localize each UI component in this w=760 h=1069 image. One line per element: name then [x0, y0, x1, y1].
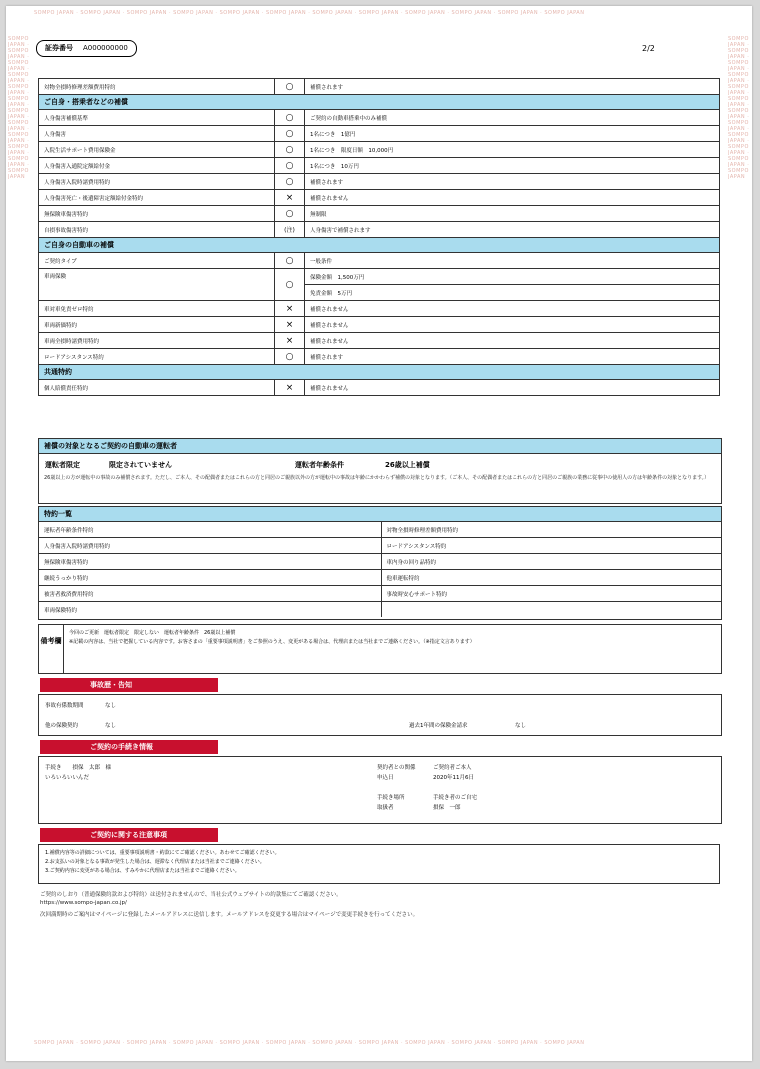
clause-item: 対物全損時修理差額費用特約 [381, 522, 721, 538]
table-row [39, 522, 721, 538]
driver-note: 26歳以上の方が運転中の事故のみ補償されます。ただし、ご本人、その配偶者またはこれらの方と同居のご親族以外の方が運転中の事故は年齢にかかわらず補償の対象となります。（ご本人、その配偶者またはこれらの方と同居のご親族の業務に従事中の使用人の方は年齢条件の対象となります。） [44, 475, 710, 481]
table-row [39, 317, 720, 333]
remarks-line: 今回のご更新 運転者限定 限定しない 運転者年齢条件 26歳以上補償 [69, 630, 236, 636]
coverage-mark: ○ [275, 142, 305, 158]
watermark-left: SOMPO JAPAN · SOMPO JAPAN · SOMPO JAPAN · SOMPO JAPAN · SOMPO JAPAN · SOMPO JAPAN · SOMPO JAPAN · SOMPO JAPAN · SOMPO JAPAN · SOMPO JAPAN · SOMPO JAPAN · SOMPO JAPAN [8, 36, 30, 180]
table-row [39, 538, 721, 554]
coverage-value: 補償されません [305, 380, 720, 396]
table-row [39, 380, 720, 396]
coverage-value: 一般条件 [305, 253, 720, 269]
watermark-right: SOMPO JAPAN · SOMPO JAPAN · SOMPO JAPAN · SOMPO JAPAN · SOMPO JAPAN · SOMPO JAPAN · SOMPO JAPAN · SOMPO JAPAN · SOMPO JAPAN · SOMPO JAPAN · SOMPO JAPAN · SOMPO JAPAN [728, 36, 750, 180]
coverage-item: 車両新価特約 [39, 317, 275, 333]
clause-item: 無保険車傷害特約 [39, 554, 381, 570]
coverage-mark: ○ [275, 79, 305, 95]
section-header-driver: 補償の対象となるご契約の自動車の運転者 [39, 439, 721, 454]
coverage-mark: ○ [275, 206, 305, 222]
coverage-mark: ○ [275, 110, 305, 126]
driver-limit-value: 限定されていません [109, 461, 172, 469]
coverage-value: 無制限 [305, 206, 720, 222]
coverage-value: 1名につき 限度日額 10,000円 [305, 142, 720, 158]
remarks-label [39, 625, 64, 673]
claims-row1-value: なし [105, 703, 117, 709]
clause-item: 他車運転特約 [381, 570, 721, 586]
driver-age-label: 運転者年齢条件 [295, 461, 344, 469]
policy-number-value: A000000000 [83, 44, 128, 52]
coverage-mark: ○ [275, 158, 305, 174]
coverage-mark: ○ [275, 269, 305, 301]
coverage-value: 補償されません [305, 190, 720, 206]
section-header-common: 共通特約 [39, 365, 720, 380]
coverage-item: 人身傷害入通院定額給付金 [39, 158, 275, 174]
coverage-value: 1名につき 1億円 [305, 126, 720, 142]
driver-limit-label: 運転者限定 [45, 461, 80, 469]
claims-header: 事故歴・告知 [40, 678, 218, 692]
table-row [39, 126, 720, 142]
coverage-value: 人身傷害で補償されます [305, 222, 720, 238]
claims-row3-label: 過去1年間の保険金請求 [409, 723, 468, 729]
coverage-mark: × [275, 380, 305, 396]
table-row [39, 586, 721, 602]
coverage-table [38, 78, 720, 396]
coverage-value: 1名につき 10万円 [305, 158, 720, 174]
table-row [39, 222, 720, 238]
procedure-r2-label: 申込日 [377, 775, 394, 781]
coverage-value: ご契約の自動車搭乗中のみ補償 [305, 110, 720, 126]
table-row [39, 158, 720, 174]
clause-item: 運転者年齢条件特約 [39, 522, 381, 538]
procedure-r4-value: 損保 一郎 [433, 805, 461, 811]
clause-item: 車両保険特約 [39, 602, 381, 618]
driver-scope-block [38, 438, 722, 504]
claims-box [38, 694, 722, 736]
claims-row2-value: なし [105, 723, 117, 729]
watermark-bottom: SOMPO JAPAN · SOMPO JAPAN · SOMPO JAPAN · SOMPO JAPAN · SOMPO JAPAN · SOMPO JAPAN · SOMPO JAPAN · SOMPO JAPAN · SOMPO JAPAN · SOMPO JAPAN · SOMPO JAPAN · SOMPO JAPAN [34, 1040, 585, 1046]
table-row [39, 79, 720, 95]
coverage-mark: ○ [275, 253, 305, 269]
remarks-text [69, 629, 715, 647]
table-row [39, 110, 720, 126]
table-row [39, 602, 721, 618]
table-row [39, 570, 721, 586]
coverage-value: 免責金額 5万円 [305, 285, 720, 301]
clause-item: 車内身の回り品特約 [381, 554, 721, 570]
procedure-box [38, 756, 722, 824]
procedure-r2-value: 2020年11月6日 [433, 775, 474, 781]
procedure-left2: いろいろいいんだ [45, 775, 90, 781]
table-row [39, 206, 720, 222]
clause-item: ロードアシスタンス特約 [381, 538, 721, 554]
procedure-header: ご契約の手続き情報 [40, 740, 218, 754]
coverage-value: 補償されません [305, 301, 720, 317]
coverage-item: 車対車免責ゼロ特約 [39, 301, 275, 317]
coverage-item: 対物全損時修理差額費用特約 [39, 79, 275, 95]
coverage-mark: ○ [275, 174, 305, 190]
footer-url[interactable]: https://www.sompo-japan.co.jp/ [40, 900, 127, 906]
notice-line: 1.補償内容等の詳細については、重要事項説明書・約款にてご確認ください。あわせてご確認ください。 [45, 850, 280, 856]
clause-item: 被害者救済費用特約 [39, 586, 381, 602]
claims-row1-label: 事故有係数期間 [45, 703, 84, 709]
driver-age-value: 26歳以上補償 [385, 461, 430, 469]
procedure-r3-label: 手続き場所 [377, 795, 405, 801]
remarks-block [38, 624, 722, 674]
procedure-r1-value: ご契約者ご本人 [433, 765, 472, 771]
procedure-r3-value: 手続き者のご自宅 [433, 795, 478, 801]
notice-box [38, 844, 720, 884]
section-header-car: ご自身の自動車の補償 [39, 238, 720, 253]
coverage-item: 車両保険 [39, 269, 275, 301]
coverage-item: 車両全損時諸費用特約 [39, 333, 275, 349]
clause-item: 継続うっかり特約 [39, 570, 381, 586]
table-row [39, 253, 720, 269]
coverage-item: 入院生活サポート費用保険金 [39, 142, 275, 158]
coverage-mark: × [275, 301, 305, 317]
policy-number-badge [36, 40, 137, 57]
clause-item: 人身傷害入院時諸費用特約 [39, 538, 381, 554]
special-clauses-table [39, 521, 721, 617]
watermark-top: SOMPO JAPAN · SOMPO JAPAN · SOMPO JAPAN · SOMPO JAPAN · SOMPO JAPAN · SOMPO JAPAN · SOMPO JAPAN · SOMPO JAPAN · SOMPO JAPAN · SOMPO JAPAN · SOMPO JAPAN · SOMPO JAPAN [34, 10, 585, 16]
notice-header: ご契約に関する注意事項 [40, 828, 218, 842]
table-row [39, 301, 720, 317]
coverage-item: 人身傷害入院時諸費用特約 [39, 174, 275, 190]
footer-line1: ご契約のしおり（普通保険約款および特約）は送付されませんので、当社公式ウェブサイトの約款集にてご確認ください。 [40, 892, 342, 898]
coverage-item: 自損事故傷害特約 [39, 222, 275, 238]
coverage-mark: × [275, 333, 305, 349]
coverage-mark: (注) [275, 222, 305, 238]
policy-number-label: 証券番号 [45, 44, 73, 52]
clause-item [381, 602, 721, 618]
coverage-item: 人身傷害死亡・後遺障害定額給付金特約 [39, 190, 275, 206]
coverage-item: 人身傷害補償基準 [39, 110, 275, 126]
claims-row3-value: なし [515, 723, 527, 729]
remarks-line: ※記載の内容は、当社で把握している内容です。お客さまの「重要事項説明書」をご参照のうえ、変更がある場合は、代理店または当社までご連絡ください。（※指定文言あります） [69, 639, 475, 645]
coverage-mark: × [275, 190, 305, 206]
coverage-value: 補償されます [305, 174, 720, 190]
remarks-label-text: 備考欄 [40, 637, 62, 645]
coverage-item: ロードアシスタンス特約 [39, 349, 275, 365]
coverage-value: 保険金額 1,500万円 [305, 269, 720, 285]
table-row [39, 269, 720, 285]
notice-line: 2.お支払いの対象となる事故が発生した場合は、遅滞なく代理店または当社までご連絡ください。 [45, 859, 265, 865]
table-row [39, 554, 721, 570]
coverage-item: 無保険車傷害特約 [39, 206, 275, 222]
coverage-mark: × [275, 317, 305, 333]
footer-line3: 次回満期時のご案内はマイページに登録したメールアドレスに送信します。メールアドレスを変更する場合はマイページで変更手続きを行ってください。 [40, 912, 419, 918]
coverage-value: 補償されます [305, 79, 720, 95]
section-header-special: 特約一覧 [39, 507, 721, 521]
notice-line: 3.ご契約内容に変更がある場合は、すみやかに代理店または当社までご連絡ください。 [45, 868, 240, 874]
coverage-value: 補償されます [305, 349, 720, 365]
coverage-mark: ○ [275, 349, 305, 365]
coverage-mark: ○ [275, 126, 305, 142]
table-row [39, 333, 720, 349]
coverage-value: 補償されません [305, 317, 720, 333]
procedure-r4-label: 取扱者 [377, 805, 394, 811]
procedure-r1-label: 契約者との関係 [377, 765, 416, 771]
coverage-value: 補償されません [305, 333, 720, 349]
coverage-item: 個人賠償責任特約 [39, 380, 275, 396]
special-clauses-block [38, 506, 722, 620]
table-row [39, 190, 720, 206]
document-page [6, 6, 752, 1061]
table-row [39, 349, 720, 365]
procedure-left1: 手続き 損保 太郎 様 [45, 765, 112, 771]
clause-item: 事故時安心サポート特約 [381, 586, 721, 602]
claims-row2-label: 他の保険契約 [45, 723, 79, 729]
driver-conditions [39, 454, 721, 472]
table-row [39, 174, 720, 190]
coverage-item: ご契約タイプ [39, 253, 275, 269]
table-row [39, 142, 720, 158]
page-number: 2/2 [642, 44, 655, 53]
coverage-item: 人身傷害 [39, 126, 275, 142]
section-header-person: ご自身・搭乗者などの補償 [39, 95, 720, 110]
